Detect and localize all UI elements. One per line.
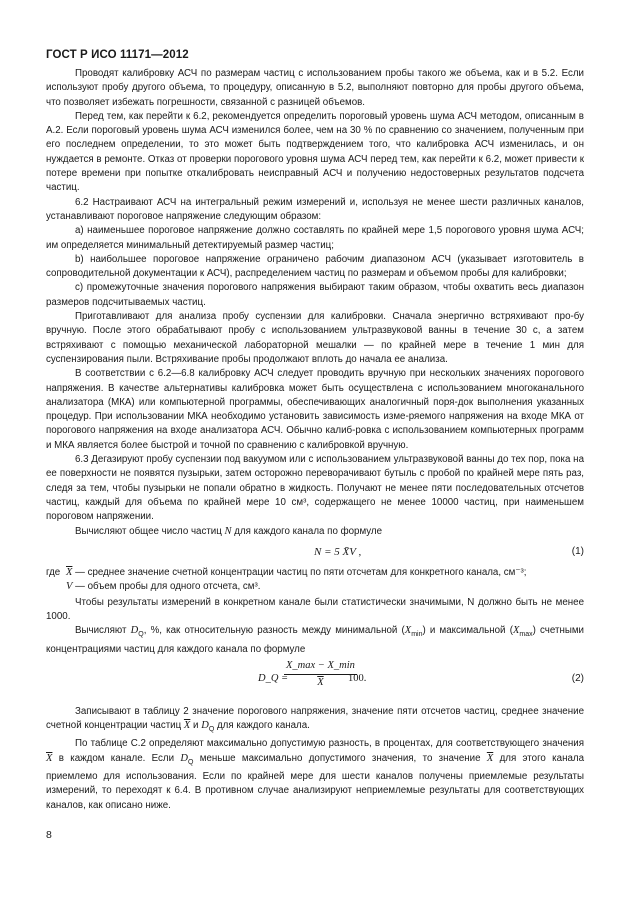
subscript: Q [138,631,144,639]
formula-2-lhs: D_Q = [258,672,289,684]
subscript: Q [208,726,215,734]
symbol-x: X [512,625,520,637]
paragraph [46,737,584,812]
text-run: Записывают в таблицу 2 значение порогового напряжения, значение пяти отсчетов частиц, среднее значение счетной концентрации частиц [46,705,584,732]
list-item-b: b) наибольшее пороговое напряжение ограничено рабочим диапазоном АСЧ (указывает изготовитель в сопроводительной документации к АСЧ), распределением частиц по размерам и объемом пробы для калибровки; [46,253,584,280]
paragraph: Перед тем, как перейти к 6.2, рекомендуется определить пороговый уровень шума АСЧ методом, описанным в А.2. Если пороговый уровень шума АСЧ изменился более, чем на 30 % по сравнению со значением, полученным при его последнем определении, то это может быть подтверждением того, что калибровка АСЧ изменилась, и он нуждается в ремонте. Отказ от проверки порогового уровня шума АСЧ перед тем, как перейти к 6.2, может привести к потере времени при попытке откалибровать неисправный АСЧ и получению недостоверных результатов подсчета частиц. [46,110,584,194]
symbol-d: D [180,752,188,764]
subscript: min [411,631,423,639]
text-run: для этого канала приемлемо для использования. Если по крайней мере для шести каналов получены приемлемые результаты измерений, то переходят к 6.4. В противном случае анализируют неприемлемые результаты для соответствующих каналов, как описано ниже. [46,752,584,811]
subscript: Q [187,758,194,766]
formula-1 [46,542,584,564]
subscript: max [519,631,533,639]
paragraph [46,624,584,657]
symbol-x-bar: $\overline{X}$ [46,752,53,764]
formula-2-fraction [284,659,357,691]
formula-legend [46,566,584,596]
text-run: в каждом канале. Если [52,752,181,764]
legend-text: — объем пробы для одного отсчета, см³. [72,580,261,592]
list-item-a: a) наименьшее пороговое напряжение должно составлять по крайней мере 1,5 порогового уровня шума АСЧ; им определяется минимальный детектируемый размер частиц; [46,225,584,251]
paragraph: Чтобы результаты измерений в конкретном канале были статистически значимыми, N должно быть не менее 1000. [46,596,584,623]
symbol-x: X [404,625,412,637]
text-run: меньше максимально допустимого значения, то значение [193,752,487,764]
formula-2-tail: 100. [348,672,367,684]
symbol-n: N [224,525,232,537]
legend-row-v [66,580,584,594]
symbol-x-bar: $\overline{X}$ [486,752,494,764]
text-run: , %, как относительную разность между минимальной ( [143,625,405,637]
symbol-v: V [66,580,73,592]
formula-2 [46,659,584,697]
legend-text: — среднее значение счетной концентрации частиц по пяти отсчетам для конкретного канала, см⁻³; [72,566,527,578]
paragraph: В соответствии с 6.2—6.8 калибровку АСЧ следует проводить вручную при нескольких значениях порогового напряжения. В качестве альтернативы калибровка может быть осуществлена с использованием многоканального анализатора (МКА) или компьютерной программы, обеспечивающих аналогичный поря-док выполнения указанных процедур. При использовании МКА необходимо установить зависимость изме-ряемого напряжения на входе МКА от порогового напряжения на входе анализатора АСЧ. Обычно калиб-ровка с использованием компьютерных программ и МКА является более быстрой и точной по сравнению с калибровкой вручную. [46,368,584,451]
paragraph: 6.2 Настраивают АСЧ на интегральный режим измерений и, используя не менее шести различных каналов, устанавливают пороговое напряжение следующим образом: [46,196,584,222]
text-run: Вычисляют общее число частиц [75,525,225,537]
paragraph [46,525,584,539]
formula-2-numerator: X_max − X_min [284,659,357,675]
text-run: для каждого канала. [214,720,310,732]
formula-2-number: (2) [571,672,584,684]
paragraph: 6.3 Дегазируют пробу суспензии под вакуумом или с использованием ультразвуковой ванны до тех пор, пока на ее поверхности не появятся пузырьки, затем осторожно переворачивают бутыль с пробой по крайней мере пять раз, следя за тем, чтобы пузырьки не попали обратно в жидкость. Получают не менее пяти последовательных отсчетов частиц, каждый для объема по крайней мере 10 см³, содержащего не менее 10000 частиц, при наименьшем пороговом напряжении. [46,454,584,523]
paragraph: Приготавливают для анализа пробу суспензии для калибровки. Сначала энергично встряхивают про-бу вручную. После этого обрабатывают пробу с использованием ультразвуковой ванны в течение 30 с, а затем встряхивают с помощью механической лабораторной мешалки — по крайней мере в течение 1 мин для суспензирования пыли. Встряхивание пробы продолжают вплоть до начала ее анализа. [46,311,584,365]
document-body [46,67,584,813]
text-run: Вычисляют [75,625,131,637]
formula-1-expression: N = 5 X̄V , [314,545,362,558]
page-number: 8 [46,829,52,841]
text-run: и [190,720,202,732]
symbol-x-bar: $\overline{X}$ [66,566,73,578]
legend-row-x [66,566,584,580]
paragraph [46,705,584,738]
text-run: По таблице С.2 определяют максимально допустимую разность, в процентах, для соответствующего значения [75,738,584,750]
list-item-c: c) промежуточные значения порогового напряжения выбирают таким образом, чтобы охватить весь диапазон размеров подсчитываемых частиц. [46,282,584,308]
text-run: ) и максимальной ( [422,625,513,637]
symbol-d: D [201,720,209,732]
text-run: ) счетными концентрациями частиц для каждого канала по формуле [46,625,584,655]
text-run: для каждого канала по формуле [231,525,383,537]
symbol-d: D [130,625,139,637]
symbol-x-bar: $\overline{X}$ [183,720,191,732]
page-header: ГОСТ Р ИСО 11171—2012 [46,49,189,61]
legend-label: где [46,566,61,578]
paragraph: Проводят калибровку АСЧ по размерам частиц с использованием пробы такого же объема, как и в 5.2. Если используют пробу другого объема, то процедуру, описанную в 5.2, выполняют повторно для пробы другого объема, что позволяет избежать погрешности, связанной с разницей объемов. [46,68,584,108]
formula-1-number: (1) [571,545,584,557]
formula-2-denominator: $\overline{X}$ [317,677,324,689]
